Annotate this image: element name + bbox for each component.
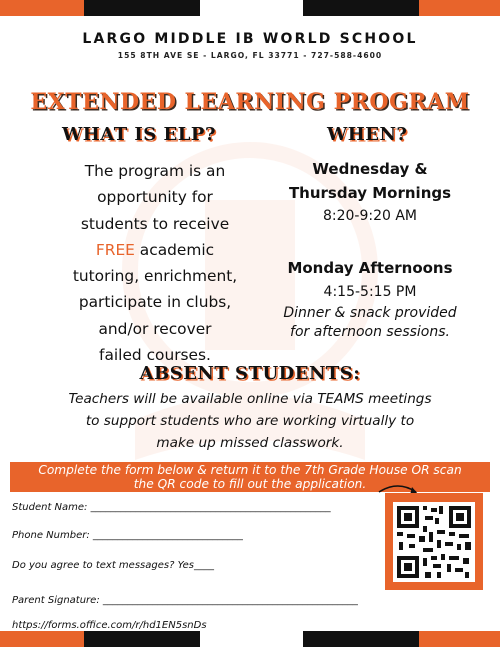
qr-code-pattern bbox=[393, 502, 475, 582]
text-messages-field[interactable]: Do you agree to text messages? Yes____ bbox=[12, 560, 214, 571]
what-line: and/or recover bbox=[98, 319, 212, 338]
instruction-line: the QR code to fill out the application. bbox=[133, 477, 367, 491]
what-line: opportunity for bbox=[97, 188, 213, 207]
parent-signature-field[interactable]: Parent Signature: ___________________________________________________ bbox=[12, 595, 358, 606]
qr-code-icon[interactable] bbox=[393, 502, 475, 582]
what-line: students to receive bbox=[80, 214, 230, 233]
what-line bbox=[44, 237, 266, 263]
school-name: LARGO MIDDLE IB WORLD SCHOOL bbox=[82, 31, 418, 47]
absent-description bbox=[0, 388, 500, 454]
afternoon-time: 4:15-5:15 PM bbox=[323, 284, 417, 300]
what-line: participate in clubs, bbox=[78, 293, 232, 312]
afternoon-note: Dinner & snack provided bbox=[283, 305, 457, 321]
what-line: tutoring, enrichment, bbox=[72, 267, 238, 286]
what-line-rest: academic bbox=[134, 240, 215, 259]
instruction-line: Complete the form below & return it to the 7th Grade House OR scan bbox=[38, 463, 462, 477]
what-line: The program is an bbox=[84, 162, 226, 180]
free-highlight: FREE bbox=[95, 240, 135, 259]
morning-day-1: Wednesday & bbox=[312, 160, 428, 178]
phone-number-field[interactable]: Phone Number: ______________________________ bbox=[12, 530, 243, 541]
afternoon-day: Monday Afternoons bbox=[287, 259, 453, 277]
student-name-field[interactable]: Student Name: ________________________________________________ bbox=[12, 502, 331, 513]
when-heading: WHEN? bbox=[327, 124, 408, 145]
morning-time: 8:20-9:20 AM bbox=[322, 208, 418, 224]
what-description bbox=[44, 158, 266, 368]
bottom-color-bar bbox=[0, 631, 500, 647]
what-heading: WHAT IS ELP? bbox=[62, 124, 217, 145]
morning-day-2: Thursday Mornings bbox=[288, 184, 452, 202]
absent-heading: ABSENT STUDENTS: bbox=[139, 363, 361, 384]
absent-line: Teachers will be available online via TEAMS meetings bbox=[68, 391, 432, 407]
application-url[interactable]: https://forms.office.com/r/hd1EN5snDs bbox=[12, 620, 207, 631]
afternoon-note: for afternoon sessions. bbox=[290, 324, 450, 340]
page-title: EXTENDED LEARNING PROGRAM bbox=[30, 89, 470, 115]
absent-line: to support students who are working virtually to bbox=[85, 413, 415, 429]
school-address: 155 8TH AVE SE - LARGO, FL 33771 - 727-588-4600 bbox=[117, 51, 383, 60]
absent-line: make up missed classwork. bbox=[156, 435, 344, 451]
top-color-bar bbox=[0, 0, 500, 16]
what-line: failed courses. bbox=[99, 346, 211, 365]
